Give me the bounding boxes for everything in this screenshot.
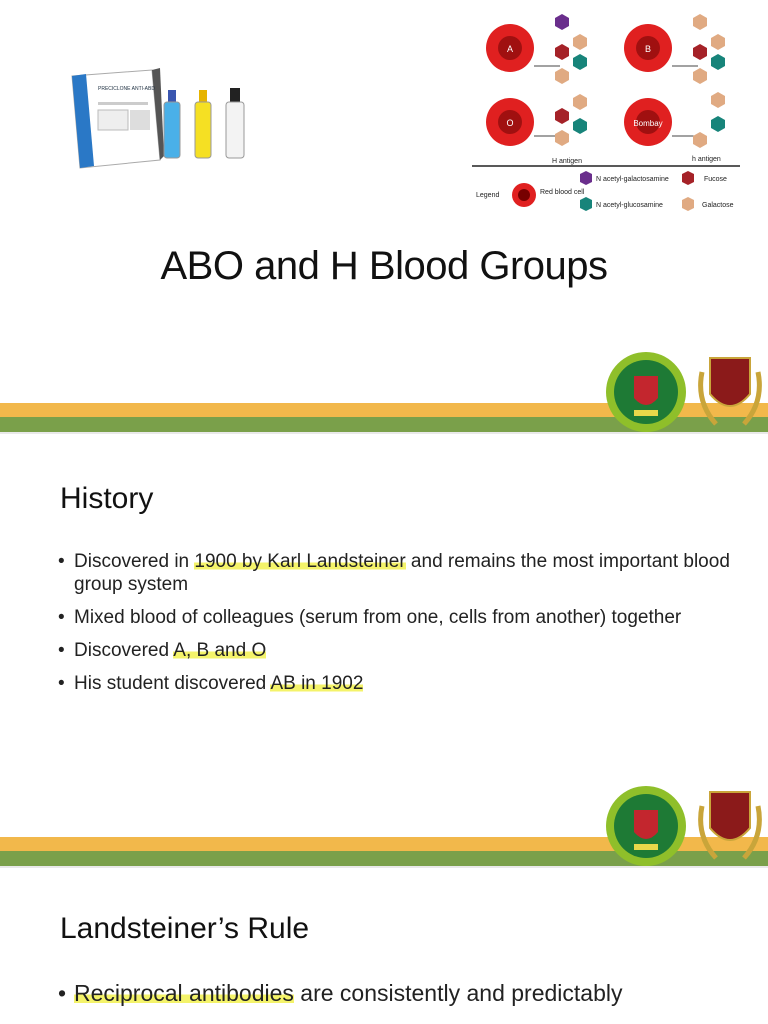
cell-b bbox=[624, 24, 672, 72]
legend-fucose: Fucose bbox=[704, 176, 727, 183]
h-antigen-label: H antigen bbox=[552, 158, 582, 165]
legend-rbc: Red blood cell bbox=[540, 189, 585, 196]
slide-main-title: ABO and H Blood Groups bbox=[160, 244, 608, 288]
reagent-kit-image bbox=[68, 68, 258, 178]
legend-galactose: Galactose bbox=[702, 202, 734, 209]
cell-bombay-label: Bombay bbox=[633, 119, 663, 128]
cell-o bbox=[486, 98, 534, 146]
kit-label: PRECICLONE ANTI-ABD bbox=[98, 86, 155, 92]
history-bullet-3: • Discovered A, B and O bbox=[58, 639, 738, 662]
slide-title bbox=[0, 0, 768, 432]
history-bullet-2: • Mixed blood of colleagues (serum from one, cells from another) together bbox=[58, 606, 738, 629]
history-bullet-list bbox=[58, 550, 738, 705]
college-seal-logo bbox=[601, 786, 691, 866]
h-antigen-label-2: h antigen bbox=[692, 156, 721, 163]
slide-history bbox=[0, 434, 768, 866]
slide-landsteiners-rule bbox=[0, 868, 768, 1024]
rule-bullet-1: • Reciprocal antibodies are consistently and predictably bbox=[58, 982, 738, 1005]
history-title: History bbox=[60, 482, 154, 515]
abo-antigen-diagram bbox=[472, 6, 762, 216]
university-crest-logo bbox=[694, 352, 766, 432]
cell-b-label: B bbox=[644, 44, 652, 54]
legend-title: Legend bbox=[476, 192, 500, 199]
cell-o-label: O bbox=[506, 118, 514, 128]
legend-nacglu: N acetyl-glucosamine bbox=[596, 202, 663, 209]
history-bullet-1: • Discovered in 1900 by Karl Landsteiner and remains the most important blood group system bbox=[58, 550, 738, 596]
legend-nacgal: N acetyl-galactosamine bbox=[596, 176, 669, 183]
rule-title: Landsteiner’s Rule bbox=[60, 912, 310, 945]
cell-bombay bbox=[624, 98, 672, 146]
university-crest-logo bbox=[694, 786, 766, 866]
history-bullet-4: • His student discovered AB in 1902 bbox=[58, 672, 738, 695]
cell-a-label: A bbox=[506, 44, 514, 54]
rule-bullet-list bbox=[58, 982, 738, 1015]
college-seal-logo bbox=[601, 352, 691, 432]
cell-a bbox=[486, 24, 534, 72]
